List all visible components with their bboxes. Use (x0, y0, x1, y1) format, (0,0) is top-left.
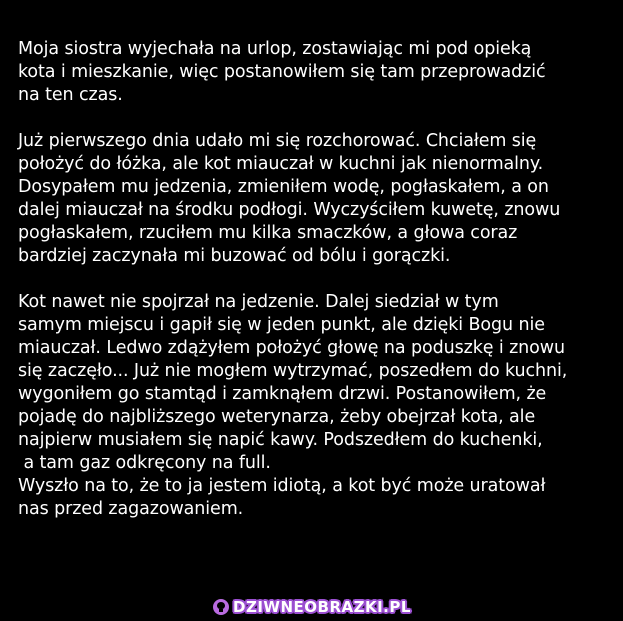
story-line: Wyszło na to, że to ja jestem idiotą, a kot być może uratował (18, 476, 546, 496)
story-line: Kot nawet nie spojrzał na jedzenie. Dalej siedział w tym (18, 292, 499, 312)
story-line: się zaczęło... Już nie mogłem wytrzymać, poszedłem do kuchni, (18, 361, 568, 381)
story-line: samym miejscu i gapił się w jeden punkt, ale dzięki Bogu nie (18, 315, 545, 335)
story-text (18, 38, 614, 521)
paragraph-2 (18, 130, 614, 268)
story-line: pogłaskałem, rzuciłem mu kilka smaczków, a głowa coraz (18, 223, 518, 243)
story-line: najpierw musiałem się napić kawy. Podszedłem do kuchenki, (18, 430, 543, 450)
paragraph-3 (18, 291, 614, 521)
story-line: położyć do łóżka, ale kot miauczał w kuchni jak nienormalny. (18, 154, 544, 174)
story-line: pojadę do najbliższego weterynarza, żeby obejrzał kota, ale (18, 407, 536, 427)
watermark-text: DZIWNEOBRAZKI.PL (233, 598, 411, 616)
paragraph-1 (18, 38, 614, 107)
story-line: Moja siostra wyjechała na urlop, zostawiając mi pod opieką (18, 39, 532, 59)
story-line: miauczał. Ledwo zdążyłem położyć głowę na poduszkę i znowu (18, 338, 565, 358)
paragraph-gap (18, 268, 614, 291)
story-line: Już pierwszego dnia udało mi się rozchorować. Chciałem się (18, 131, 537, 151)
brain-icon (213, 599, 229, 615)
watermark (213, 594, 411, 620)
story-line: bardziej zaczynała mi buzować od bólu i gorączki. (18, 246, 451, 266)
story-line: wygoniłem go stamtąd i zamknąłem drzwi. Postanowiłem, że (18, 384, 547, 404)
story-line: dalej miauczał na środku podłogi. Wyczyściłem kuwetę, znowu (18, 200, 561, 220)
story-line: nas przed zagazowaniem. (18, 499, 244, 519)
story-line: Dosypałem mu jedzenia, zmieniłem wodę, pogłaskałem, a on (18, 177, 549, 197)
story-line: a tam gaz odkręcony na full. (18, 453, 271, 473)
story-line: kota i mieszkanie, więc postanowiłem się tam przeprowadzić (18, 62, 546, 82)
story-line: na ten czas. (18, 85, 123, 105)
paragraph-gap (18, 107, 614, 130)
